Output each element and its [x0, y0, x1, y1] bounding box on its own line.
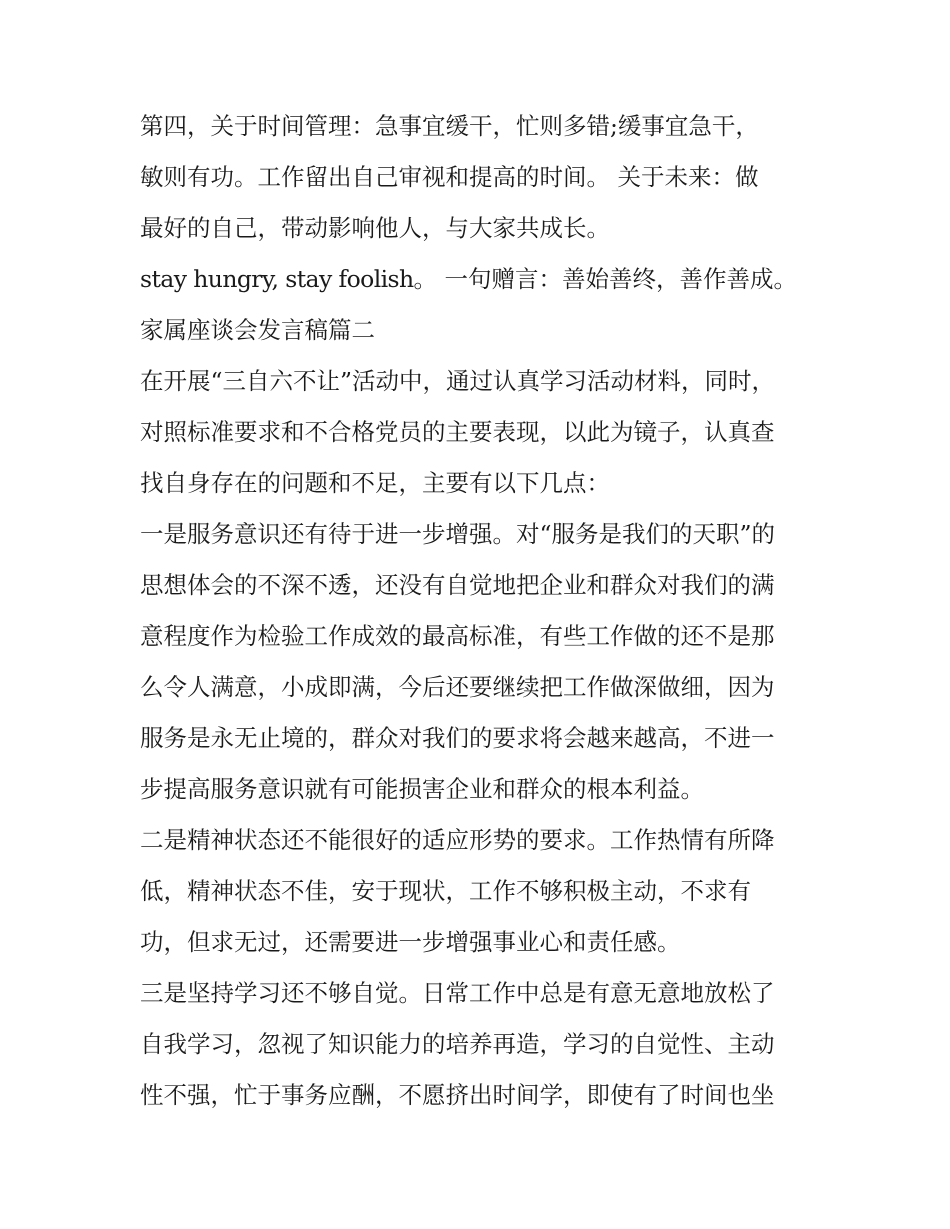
text-line: 步提高服务意识就有可能损害企业和群众的根本利益。: [140, 775, 704, 803]
text-line: 一是服务意识还有待于进一步增强。对“服务是我们的天职”的: [140, 520, 776, 548]
paragraph-point-two: [140, 815, 820, 968]
text-line: 第四，关于时间管理：急事宜缓干，忙则多错;缓事宜急干，: [140, 112, 759, 140]
text-line: 服务是永无止境的，群众对我们的要求将会越来越高，不进一: [140, 724, 775, 752]
paragraph-point-three: [140, 968, 820, 1121]
motto-english: stay hungry, stay foolish: [140, 265, 414, 293]
paragraph-motto: [140, 254, 820, 305]
text-line: 敏则有功。工作留出自己审视和提高的时间。 关于未来：做: [140, 163, 759, 191]
text-line: 最好的自己，带动影响他人，与大家共成长。: [140, 214, 610, 242]
text-line: 对照标准要求和不合格党员的主要表现，以此为镜子，认真查: [140, 418, 775, 446]
text-line: 性不强，忙于事务应酬，不愿挤出时间学，即使有了时间也坐: [140, 1081, 775, 1109]
section-title: [140, 305, 820, 356]
document-page: [140, 101, 820, 1121]
text-line: 二是精神状态还不能很好的适应形势的要求。工作热情有所降: [140, 826, 775, 854]
text-line: 么令人满意，小成即满，今后还要继续把工作做深做细，因为: [140, 673, 775, 701]
text-line: [140, 254, 820, 305]
paragraph-time-management: [140, 101, 820, 254]
paragraph-intro: [140, 356, 820, 509]
text-line: 自我学习，忽视了知识能力的培养再造，学习的自觉性、主动: [140, 1030, 775, 1058]
text-line: 思想体会的不深不透，还没有自觉地把企业和群众对我们的满: [140, 571, 775, 599]
motto-chinese: 。 一句赠言：善始善终，善作善成。: [413, 265, 798, 293]
text-line: 低，精神状态不佳，安于现状，工作不够积极主动，不求有: [140, 877, 751, 905]
paragraph-point-one: [140, 509, 820, 815]
text-line: 功，但求无过，还需要进一步增强事业心和责任感。: [140, 928, 681, 956]
text-line: 三是坚持学习还不够自觉。日常工作中总是有意无意地放松了: [140, 979, 775, 1007]
text-line: 找自身存在的问题和不足，主要有以下几点：: [140, 469, 610, 497]
text-line: 意程度作为检验工作成效的最高标准，有些工作做的还不是那: [140, 622, 775, 650]
text-line: 在开展“三自六不让”活动中，通过认真学习活动材料，同时，: [140, 367, 776, 395]
heading-line: 家属座谈会发言稿篇二: [140, 316, 375, 344]
